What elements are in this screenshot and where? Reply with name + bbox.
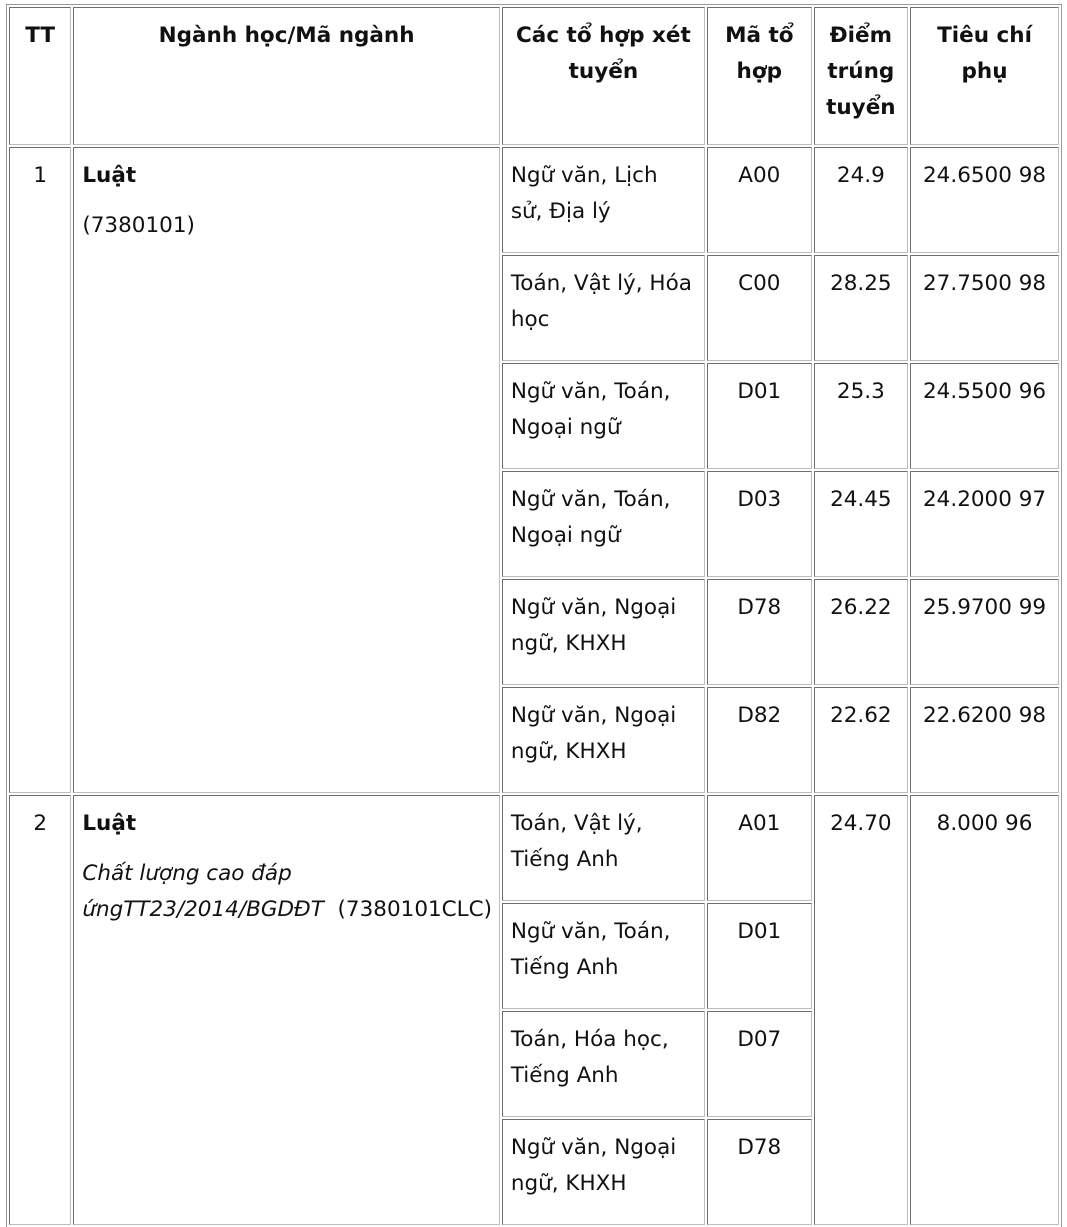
header-tt: TT bbox=[9, 7, 71, 145]
combo-code-cell: D03 bbox=[707, 471, 812, 577]
combo-cell: Ngữ văn, Ngoại ngữ, KHXH bbox=[502, 1119, 705, 1225]
table-header-row bbox=[9, 7, 1059, 145]
score-cell: 22.62 bbox=[814, 687, 909, 793]
score-cell: 24.70 bbox=[814, 795, 909, 1225]
criteria-cell: 24.2000 97 bbox=[910, 471, 1059, 577]
criteria-cell: 24.6500 98 bbox=[910, 147, 1059, 253]
major-name: Luật bbox=[82, 163, 137, 188]
combo-code-cell: D78 bbox=[707, 1119, 812, 1225]
major-code: (7380101CLC) bbox=[337, 897, 493, 922]
header-major: Ngành học/Mã ngành bbox=[73, 7, 499, 145]
header-score: Điểm trúng tuyển bbox=[814, 7, 909, 145]
combo-code-cell: D01 bbox=[707, 363, 812, 469]
combo-cell: Ngữ văn, Ngoại ngữ, KHXH bbox=[502, 579, 705, 685]
combo-cell: Toán, Hóa học, Tiếng Anh bbox=[502, 1011, 705, 1117]
combo-cell: Ngữ văn, Toán, Ngoại ngữ bbox=[502, 471, 705, 577]
criteria-cell: 24.5500 96 bbox=[910, 363, 1059, 469]
criteria-cell: 22.6200 98 bbox=[910, 687, 1059, 793]
row-number: 1 bbox=[9, 147, 71, 793]
combo-cell: Toán, Vật lý, Hóa học bbox=[502, 255, 705, 361]
criteria-cell: 27.7500 98 bbox=[910, 255, 1059, 361]
major-cell bbox=[73, 147, 499, 793]
combo-cell: Ngữ văn, Toán, Ngoại ngữ bbox=[502, 363, 705, 469]
combo-cell: Ngữ văn, Toán, Tiếng Anh bbox=[502, 903, 705, 1009]
table-row bbox=[9, 147, 1059, 253]
combo-cell: Toán, Vật lý, Tiếng Anh bbox=[502, 795, 705, 901]
combo-code-cell: D78 bbox=[707, 579, 812, 685]
table-row bbox=[9, 795, 1059, 901]
combo-code-cell: A01 bbox=[707, 795, 812, 901]
score-cell: 26.22 bbox=[814, 579, 909, 685]
criteria-cell: 25.9700 99 bbox=[910, 579, 1059, 685]
score-cell: 24.9 bbox=[814, 147, 909, 253]
combo-code-cell: A00 bbox=[707, 147, 812, 253]
major-cell bbox=[73, 795, 499, 1225]
combo-code-cell: D82 bbox=[707, 687, 812, 793]
major-name: Luật bbox=[82, 811, 137, 836]
combo-code-cell: D01 bbox=[707, 903, 812, 1009]
combo-code-cell: C00 bbox=[707, 255, 812, 361]
combo-cell: Ngữ văn, Ngoại ngữ, KHXH bbox=[502, 687, 705, 793]
combo-cell: Ngữ văn, Lịch sử, Địa lý bbox=[502, 147, 705, 253]
score-cell: 28.25 bbox=[814, 255, 909, 361]
header-criteria: Tiêu chí phụ bbox=[910, 7, 1059, 145]
score-cell: 25.3 bbox=[814, 363, 909, 469]
header-combos: Các tổ hợp xét tuyển bbox=[502, 7, 705, 145]
combo-code-cell: D07 bbox=[707, 1011, 812, 1117]
criteria-cell: 8.000 96 bbox=[910, 795, 1059, 1225]
admission-scores-table bbox=[6, 4, 1062, 1227]
header-combo-code: Mã tổ hợp bbox=[707, 7, 812, 145]
major-code: (7380101) bbox=[82, 213, 195, 238]
major-note bbox=[82, 856, 493, 928]
major-note-text: Chất lượng cao đáp ứngTT23/2014/BGDĐT bbox=[82, 861, 324, 922]
row-number: 2 bbox=[9, 795, 71, 1225]
score-cell: 24.45 bbox=[814, 471, 909, 577]
